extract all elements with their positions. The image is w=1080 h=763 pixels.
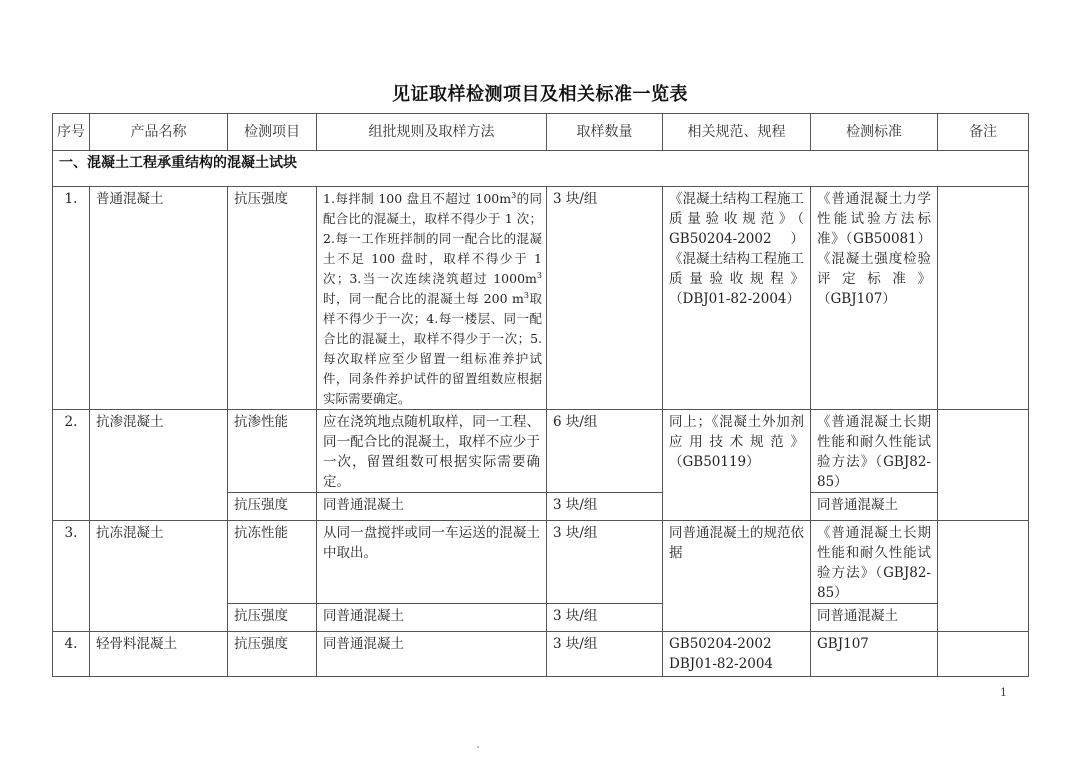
row-remark — [938, 632, 1029, 677]
row-product: 轻骨料混凝土 — [90, 632, 228, 677]
row-quantity: 3 块/组 — [547, 604, 663, 632]
row-quantity: 6 块/组 — [547, 410, 663, 493]
header-batch-rule: 组批规则及取样方法 — [317, 114, 547, 151]
section-row — [53, 151, 1029, 187]
row-seq: 4. — [53, 632, 90, 677]
header-standard: 检测标准 — [811, 114, 938, 151]
row-standard: 《普通混凝土长期性能和耐久性能试验方法》（GBJ82-85） — [811, 521, 938, 604]
row-remark — [938, 410, 1029, 521]
standards-table — [52, 113, 1029, 677]
row-spec: 同普通混凝土的规范依据 — [663, 521, 811, 632]
row-spec: 《混凝土结构工程施工质量验收规范》（ GB50204-2002 ）《混凝土结构工程施工质量验收规程》（DBJ01-82-2004） — [663, 187, 811, 410]
row-batch-rule: 应在浇筑地点随机取样，同一工程、同一配合比的混凝土，取样不应少于一次，留置组数可根据实际需要确定。 — [317, 410, 547, 493]
table-row — [53, 187, 1029, 410]
row-test-item: 抗压强度 — [228, 493, 317, 521]
row-test-item: 抗压强度 — [228, 632, 317, 677]
row-remark — [938, 521, 1029, 632]
row-seq: 2. — [53, 410, 90, 521]
row-seq: 3. — [53, 521, 90, 632]
row-batch-rule: 从同一盘搅拌或同一车运送的混凝土中取出。 — [317, 521, 547, 604]
row-batch-rule: 同普通混凝土 — [317, 604, 547, 632]
row-standard: 《普通混凝土长期性能和耐久性能试验方法》（GBJ82-85） — [811, 410, 938, 493]
spec-line: GB50204-2002 — [669, 636, 772, 652]
row-standard: GBJ107 — [811, 632, 938, 677]
section-title: 一、混凝土工程承重结构的混凝土试块 — [53, 151, 1029, 187]
header-remark: 备注 — [938, 114, 1029, 151]
row-spec — [663, 632, 811, 677]
row-test-item: 抗冻性能 — [228, 521, 317, 604]
page-number: 1 — [1000, 686, 1007, 699]
row-standard: 《普通混凝土力学性能试验方法标准》（GB50081）《混凝土强度检验评定标准》（GBJ107） — [811, 187, 938, 410]
row-product: 抗冻混凝土 — [90, 521, 228, 632]
spec-line: DBJ01-82-2004 — [669, 656, 773, 672]
table-row — [53, 632, 1029, 677]
header-seq: 序号 — [53, 114, 90, 151]
scan-artifact-dot — [477, 746, 479, 748]
row-test-item: 抗渗性能 — [228, 410, 317, 493]
row-batch-rule: 同普通混凝土 — [317, 632, 547, 677]
table-row — [53, 521, 1029, 604]
row-product: 普通混凝土 — [90, 187, 228, 410]
table-header-row — [53, 114, 1029, 151]
row-quantity: 3 块/组 — [547, 632, 663, 677]
header-test-item: 检测项目 — [228, 114, 317, 151]
row-batch-rule: 1.每拌制 100 盘且不超过 $100m^3$的同配合比的混凝土，取样不得少于 1 次；2.每一工作班拌制的同一配合比的混凝土不足 100 盘时，取样不得少于 1 次；3.当一次连续浇筑超过 $1000m^3$时，同一配合比的混凝土每 200 $m^3$取样不得少于一次；4.每一楼层、同一配合比的混凝土，取样不得少于一次；5.每次取样应至少留置一组标准养护试件，同条件养护试件的留置组数应根据实际需要确定。 — [317, 187, 547, 410]
table-row — [53, 410, 1029, 493]
row-quantity: 3 块/组 — [547, 187, 663, 410]
row-product: 抗渗混凝土 — [90, 410, 228, 521]
header-spec: 相关规范、规程 — [663, 114, 811, 151]
row-standard: 同普通混凝土 — [811, 493, 938, 521]
row-standard: 同普通混凝土 — [811, 604, 938, 632]
row-test-item: 抗压强度 — [228, 187, 317, 410]
row-seq: 1. — [53, 187, 90, 410]
header-quantity: 取样数量 — [547, 114, 663, 151]
header-product: 产品名称 — [90, 114, 228, 151]
row-remark — [938, 187, 1029, 410]
row-batch-rule: 同普通混凝土 — [317, 493, 547, 521]
row-quantity: 3 块/组 — [547, 493, 663, 521]
row-spec: 同上；《混凝土外加剂应用技术规范》（GB50119） — [663, 410, 811, 521]
document-title: 见证取样检测项目及相关标准一览表 — [392, 84, 688, 105]
row-test-item: 抗压强度 — [228, 604, 317, 632]
row-quantity: 3 块/组 — [547, 521, 663, 604]
